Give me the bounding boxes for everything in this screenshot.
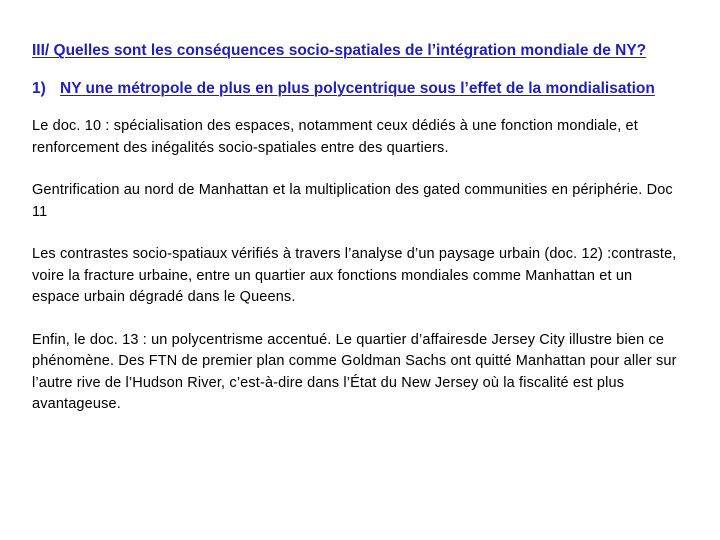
- paragraph-doc13: Enfin, le doc. 13 : un polycentrisme accentué. Le quartier d’affairesde Jersey City illustre bien ce phénomène. Des FTN de premier plan comme Goldman Sachs ont quitté Manhattan pour aller sur l’autre rive de l’Hudson River, c’est-à-dire dans l’État du New Jersey où la fiscalité est plus avantageuse.: [32, 331, 677, 412]
- paragraph-doc12: Les contrastes socio-spatiaux vérifiés à travers l’analyse d’un paysage urbain (doc. 12) :contraste, voire la fracture urbaine, entre un quartier aux fonctions mondiales comme Manhattan et un espace urbain dégradé dans le Queens.: [32, 246, 677, 305]
- paragraph-doc11: Gentrification au nord de Manhattan et la multiplication des gated communities en périphérie. Doc 11: [32, 182, 673, 220]
- section-heading: III/ Quelles sont les conséquences socio-spatiales de l’intégration mondiale de NY?: [32, 42, 647, 59]
- subsection-number: 1): [32, 80, 46, 97]
- slide-content: [32, 40, 682, 416]
- paragraph-doc10: Le doc. 10 : spécialisation des espaces, notamment ceux dédiés à une fonction mondiale, et renforcement des inégalités socio-spatiales entre des quartiers.: [32, 118, 638, 156]
- subsection-title: NY une métropole de plus en plus polycentrique sous l’effet de la mondialisation: [60, 80, 655, 97]
- subsection-heading: [32, 78, 682, 100]
